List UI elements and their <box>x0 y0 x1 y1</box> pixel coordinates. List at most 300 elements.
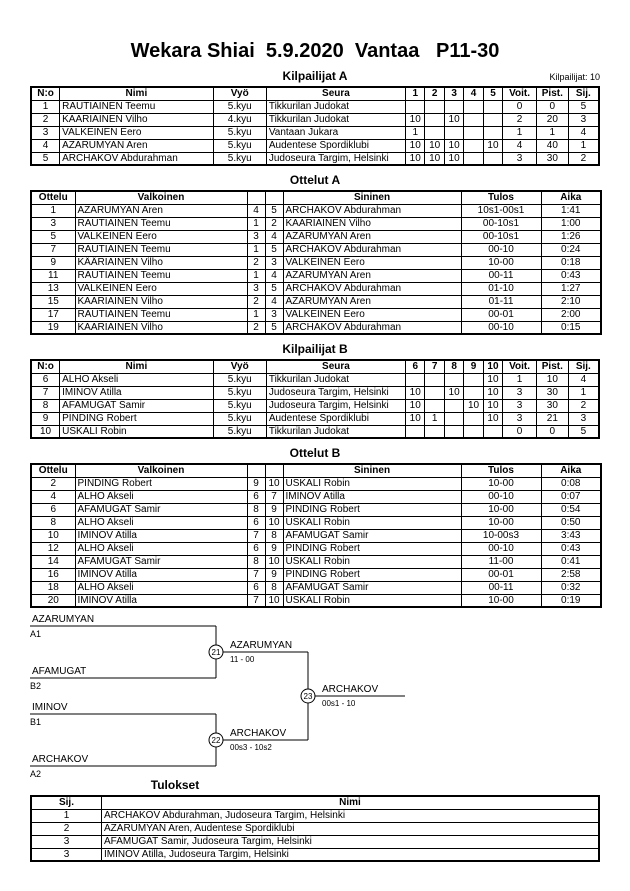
table-cell: 10-00 <box>461 503 541 516</box>
table-cell: 10 <box>406 139 425 152</box>
table-cell: 2 <box>265 217 283 230</box>
column-header: 9 <box>464 360 483 373</box>
table-cell: 3 <box>265 256 283 269</box>
table-cell: 0:41 <box>541 555 601 568</box>
table-cell: 6 <box>247 542 265 555</box>
bracket-s2-match-number: 22 <box>211 736 221 745</box>
table-cell: 5.kyu <box>213 399 266 412</box>
column-header: Sininen <box>283 191 461 204</box>
table-cell: 10 <box>31 425 60 438</box>
table-cell <box>464 386 483 399</box>
table-cell: 00-01 <box>461 568 541 581</box>
table-cell: 20 <box>31 594 75 607</box>
bracket-s2-blue-seed: A2 <box>30 769 42 778</box>
table-cell <box>406 425 425 438</box>
table-cell <box>425 373 444 386</box>
table-cell: 01-10 <box>461 282 541 295</box>
table-cell: 2 <box>568 399 599 412</box>
table-cell: 9 <box>265 568 283 581</box>
table-cell <box>483 152 502 165</box>
table-cell: PINDING Robert <box>283 503 461 516</box>
table-cell: 21 <box>536 412 568 425</box>
table-cell: 5.kyu <box>213 386 266 399</box>
table-cell: 10 <box>483 373 502 386</box>
table-cell: 1 <box>247 243 265 256</box>
table-cell: 1 <box>247 217 265 230</box>
table-cell: 1 <box>568 139 599 152</box>
table-row <box>31 269 601 282</box>
column-header: Voit. <box>503 360 537 373</box>
table-cell: 1 <box>536 126 568 139</box>
section-heading-kilpailijat-b: Kilpailijat B <box>282 342 348 356</box>
table-cell: 00-11 <box>461 269 541 282</box>
table-row <box>31 822 599 835</box>
column-header: Pist. <box>536 360 568 373</box>
table-cell: 10 <box>444 152 463 165</box>
column-header: Ottelu <box>31 464 75 477</box>
column-header: 1 <box>406 87 425 100</box>
table-cell: KAARIAINEN Vilho <box>75 321 247 334</box>
table-cell: RAUTIAINEN Teemu <box>75 243 247 256</box>
table-cell: AFAMUGAT Samir <box>60 399 214 412</box>
table-cell: ARCHAKOV Abdurahman, Judoseura Targim, Helsinki <box>102 809 600 822</box>
table-cell: 8 <box>31 516 75 529</box>
table-row <box>31 230 601 243</box>
table-row <box>31 282 601 295</box>
table-cell: 10 <box>483 386 502 399</box>
table-cell: 1 <box>31 204 75 217</box>
table-cell: 10-00s3 <box>461 529 541 542</box>
table-cell: IMINOV Atilla <box>75 529 247 542</box>
table-row <box>31 256 601 269</box>
table-cell: KÄÄRIAINEN Vilho <box>75 256 247 269</box>
table-cell: 5.kyu <box>213 373 266 386</box>
table-cell: 8 <box>31 399 60 412</box>
table-cell <box>464 152 483 165</box>
table-cell: 9 <box>265 503 283 516</box>
table-cell <box>406 373 425 386</box>
tulokset-table <box>30 795 600 862</box>
column-header: Tulos <box>461 464 541 477</box>
table-cell: 2 <box>247 295 265 308</box>
table-cell <box>464 425 483 438</box>
table-cell: PINDING Robert <box>283 568 461 581</box>
table-cell: RAUTIAINEN Teemu <box>75 217 247 230</box>
table-cell: AZARUMYAN Aren <box>283 269 461 282</box>
section-heading-kilpailijat-a: Kilpailijat A <box>282 69 348 83</box>
table-cell: Audentese Spordiklubi <box>266 412 405 425</box>
table-cell: IMINOV Atilla <box>75 568 247 581</box>
table-row <box>31 373 599 386</box>
table-cell: 20 <box>536 113 568 126</box>
table-cell: 30 <box>536 399 568 412</box>
table-cell: 1:00 <box>541 217 601 230</box>
table-cell <box>425 386 444 399</box>
table-cell <box>464 100 483 113</box>
column-header: Voit. <box>503 87 537 100</box>
table-row <box>31 477 601 490</box>
table-row <box>31 308 601 321</box>
table-cell: 4 <box>265 269 283 282</box>
table-cell: 5.kyu <box>213 100 266 113</box>
table-row <box>31 529 601 542</box>
table-cell: 3 <box>31 848 102 861</box>
table-row <box>31 425 599 438</box>
table-header-row <box>31 464 601 477</box>
table-cell: AFAMUGAT Samir, Judoseura Targim, Helsinki <box>102 835 600 848</box>
column-header: N:o <box>31 87 60 100</box>
table-cell: 1 <box>406 126 425 139</box>
column-header: Sij. <box>31 796 102 809</box>
table-cell <box>425 100 444 113</box>
table-cell <box>425 399 444 412</box>
table-cell: 5 <box>265 243 283 256</box>
table-cell: 10-00 <box>461 477 541 490</box>
table-row <box>31 848 599 861</box>
table-cell: KAARIAINEN Vilho <box>60 113 214 126</box>
table-cell: 1:41 <box>541 204 601 217</box>
table-cell: 7 <box>31 386 60 399</box>
table-cell: 4 <box>265 295 283 308</box>
column-header: Aika <box>541 191 601 204</box>
table-cell: Tikkurilan Judokat <box>266 373 405 386</box>
table-cell: 10-00 <box>461 516 541 529</box>
table-cell: 10 <box>406 412 425 425</box>
table-cell: 10 <box>464 399 483 412</box>
table-cell <box>483 126 502 139</box>
table-cell: 3 <box>31 217 75 230</box>
column-header: Vyö <box>213 360 266 373</box>
table-cell: ARCHAKOV Abdurahman <box>283 243 461 256</box>
table-cell: 10 <box>444 386 463 399</box>
table-cell: PINDING Robert <box>75 477 247 490</box>
bracket-s2-white-seed: B1 <box>30 717 42 727</box>
table-cell: 7 <box>31 243 75 256</box>
table-cell: ALHO Akseli <box>75 516 247 529</box>
table-cell: 3 <box>503 399 537 412</box>
bracket-final-score: 00s1 - 10 <box>322 699 356 708</box>
column-header <box>247 191 265 204</box>
table-cell: 2 <box>247 256 265 269</box>
bracket-final-winner: ARCHAKOV <box>322 684 379 695</box>
table-cell: 00-10 <box>461 490 541 503</box>
table-cell: 7 <box>265 490 283 503</box>
table-cell: 2 <box>31 113 60 126</box>
table-cell: 7 <box>247 594 265 607</box>
table-cell: 2:58 <box>541 568 601 581</box>
table-cell: 1 <box>568 386 599 399</box>
table-cell: VALKEINEN Eero <box>75 282 247 295</box>
table-cell: 10 <box>483 139 502 152</box>
table-cell: 0:08 <box>541 477 601 490</box>
bracket-s1-white-name: AZARUMYAN <box>32 614 95 625</box>
table-cell: Vantaan Jukara <box>266 126 405 139</box>
table-cell: USKALI Robin <box>283 555 461 568</box>
table-cell: AZARUMYAN Aren <box>283 295 461 308</box>
table-cell: 8 <box>247 503 265 516</box>
table-cell: 0:19 <box>541 594 601 607</box>
table-row <box>31 568 601 581</box>
table-cell: 00-10 <box>461 321 541 334</box>
table-cell: 0:18 <box>541 256 601 269</box>
table-cell: 18 <box>31 581 75 594</box>
table-cell: 3 <box>503 152 537 165</box>
table-row <box>31 542 601 555</box>
table-row <box>31 555 601 568</box>
table-header-row <box>31 796 599 809</box>
table-cell <box>444 126 463 139</box>
table-cell <box>444 425 463 438</box>
table-cell <box>464 126 483 139</box>
table-cell: ALHO Akseli <box>75 581 247 594</box>
column-header: Sij. <box>568 360 599 373</box>
table-cell: IMINOV Atilla <box>75 594 247 607</box>
table-cell: 10 <box>265 477 283 490</box>
table-cell: Judoseura Targim, Helsinki <box>266 399 405 412</box>
table-row <box>31 113 599 126</box>
column-header: 6 <box>406 360 425 373</box>
table-cell: 5 <box>31 230 75 243</box>
table-header-row <box>31 87 599 100</box>
table-cell: 1 <box>247 308 265 321</box>
column-header: 2 <box>425 87 444 100</box>
table-cell: ARCHAKOV Abdurahman <box>283 282 461 295</box>
table-row <box>31 126 599 139</box>
table-cell: VALKEINEN Eero <box>283 308 461 321</box>
table-cell: 3 <box>247 230 265 243</box>
table-cell: AZARUMYAN Aren <box>283 230 461 243</box>
bracket-s1-winner: AZARUMYAN <box>230 640 293 651</box>
table-cell: 0:07 <box>541 490 601 503</box>
table-cell: 01-11 <box>461 295 541 308</box>
table-cell: 2 <box>247 321 265 334</box>
tulokset-section <box>30 778 361 862</box>
table-cell: 5 <box>31 152 60 165</box>
table-cell: 10 <box>536 373 568 386</box>
column-header: Nimi <box>60 87 214 100</box>
table-cell: 0:50 <box>541 516 601 529</box>
table-cell: Tikkurilan Judokat <box>266 100 405 113</box>
ottelut-a-table <box>30 190 602 335</box>
table-cell: 0:54 <box>541 503 601 516</box>
table-cell: 00-10 <box>461 542 541 555</box>
table-cell: 5.kyu <box>213 152 266 165</box>
table-cell: 5 <box>568 100 599 113</box>
table-cell: AZARUMYAN Aren, Audentese Spordiklubi <box>102 822 600 835</box>
table-row <box>31 503 601 516</box>
table-cell: 4 <box>31 139 60 152</box>
table-cell: 5 <box>568 425 599 438</box>
table-cell: PINDING Robert <box>283 542 461 555</box>
table-cell: 0:15 <box>541 321 601 334</box>
bracket-s2-blue-name: ARCHAKOV <box>32 754 89 765</box>
table-cell: VALKEINEN Eero <box>60 126 214 139</box>
page-title: Wekara Shiai 5.9.2020 Vantaa P11-30 <box>130 40 500 62</box>
table-cell: 9 <box>31 412 60 425</box>
table-cell: 6 <box>247 516 265 529</box>
table-header-row <box>31 191 601 204</box>
table-cell: 00-10s1 <box>461 217 541 230</box>
table-cell: 10 <box>483 399 502 412</box>
table-cell: 10 <box>265 594 283 607</box>
table-cell: USKALI Robin <box>60 425 214 438</box>
table-row <box>31 490 601 503</box>
table-cell: AFAMUGAT Samir <box>283 581 461 594</box>
table-cell: 5.kyu <box>213 425 266 438</box>
table-cell: 19 <box>31 321 75 334</box>
column-header: Pist. <box>536 87 568 100</box>
table-cell <box>425 126 444 139</box>
table-cell: 5.kyu <box>213 139 266 152</box>
column-header: Ottelu <box>31 191 75 204</box>
table-cell: 3 <box>31 126 60 139</box>
table-cell: 00-10 <box>461 243 541 256</box>
column-header: 3 <box>444 87 463 100</box>
table-row <box>31 100 599 113</box>
table-cell <box>483 425 502 438</box>
table-row <box>31 835 599 848</box>
table-cell: ALHO Akseli <box>75 490 247 503</box>
table-cell: VALKEINEN Eero <box>283 256 461 269</box>
table-cell: 0:24 <box>541 243 601 256</box>
table-cell: Audentese Spordiklubi <box>266 139 405 152</box>
table-cell: 10 <box>265 516 283 529</box>
table-cell: AFAMUGAT Samir <box>75 503 247 516</box>
table-cell: Tikkurilan Judokat <box>266 425 405 438</box>
table-cell: KAARIAINEN Vilho <box>75 295 247 308</box>
bracket-s2-white-name: IMINOV <box>32 702 68 713</box>
table-cell: 6 <box>31 503 75 516</box>
table-cell <box>444 373 463 386</box>
column-header: N:o <box>31 360 60 373</box>
table-cell: 10 <box>425 152 444 165</box>
table-cell: 1 <box>31 809 102 822</box>
table-cell: 15 <box>31 295 75 308</box>
table-cell: 1 <box>503 126 537 139</box>
column-header: Tulos <box>461 191 541 204</box>
table-cell: 1:27 <box>541 282 601 295</box>
bracket-s1-white-seed: A1 <box>30 629 42 639</box>
table-cell: 10 <box>406 386 425 399</box>
column-header: Seura <box>266 360 405 373</box>
column-header: 10 <box>483 360 502 373</box>
table-row <box>31 399 599 412</box>
table-cell: 10 <box>406 152 425 165</box>
table-cell: 4 <box>503 139 537 152</box>
table-cell: 8 <box>265 581 283 594</box>
table-cell <box>444 412 463 425</box>
kilpailijat-b-table <box>30 359 600 439</box>
table-cell <box>483 113 502 126</box>
competitors-count: Kilpailijat: 10 <box>549 72 600 82</box>
table-cell: 0 <box>503 100 537 113</box>
table-cell: 10 <box>406 399 425 412</box>
table-row <box>31 321 601 334</box>
table-row <box>31 594 601 607</box>
column-header: 5 <box>483 87 502 100</box>
table-row <box>31 412 599 425</box>
table-cell: ARCHAKOV Abdurahman <box>60 152 214 165</box>
table-row <box>31 386 599 399</box>
table-cell: 5.kyu <box>213 126 266 139</box>
table-cell: 8 <box>247 555 265 568</box>
table-row <box>31 516 601 529</box>
table-cell <box>464 139 483 152</box>
table-cell: RAUTIAINEN Teemu <box>60 100 214 113</box>
table-cell: 3 <box>568 412 599 425</box>
table-cell: 4 <box>247 204 265 217</box>
table-cell: 10 <box>425 139 444 152</box>
column-header: 8 <box>444 360 463 373</box>
column-header <box>265 464 283 477</box>
table-cell: ARCHAKOV Abdurahman <box>283 204 461 217</box>
table-cell: 12 <box>31 542 75 555</box>
table-cell: 0:32 <box>541 581 601 594</box>
bracket-s1-blue-seed: B2 <box>30 681 42 691</box>
table-cell: IMINOV Atilla, Judoseura Targim, Helsinki <box>102 848 600 861</box>
table-cell: 1 <box>247 269 265 282</box>
table-cell: 9 <box>265 542 283 555</box>
table-cell: 00-01 <box>461 308 541 321</box>
table-row <box>31 139 599 152</box>
table-cell: 40 <box>536 139 568 152</box>
table-row <box>31 152 599 165</box>
column-header: 4 <box>464 87 483 100</box>
table-cell: 2 <box>503 113 537 126</box>
table-cell: 30 <box>536 386 568 399</box>
table-cell: 3 <box>265 308 283 321</box>
table-cell: 2 <box>31 477 75 490</box>
table-cell: 0 <box>503 425 537 438</box>
table-cell: 6 <box>31 373 60 386</box>
table-cell: 3 <box>31 835 102 848</box>
table-cell: 8 <box>265 529 283 542</box>
table-cell: 4 <box>568 126 599 139</box>
table-cell: 16 <box>31 568 75 581</box>
table-cell: 2 <box>568 152 599 165</box>
table-cell: AFAMUGAT Samir <box>75 555 247 568</box>
table-header-row <box>31 360 599 373</box>
kilpailijat-a-table <box>30 86 600 166</box>
table-cell: 13 <box>31 282 75 295</box>
section-heading-tulokset: Tulokset <box>150 778 200 792</box>
table-row <box>31 217 601 230</box>
table-cell: 2:00 <box>541 308 601 321</box>
table-cell: ALHO Akseli <box>60 373 214 386</box>
bracket-s2-score: 00s3 - 10s2 <box>230 743 272 752</box>
table-cell: 5 <box>265 321 283 334</box>
table-cell: 3 <box>503 386 537 399</box>
table-cell: 0:43 <box>541 542 601 555</box>
table-cell: PINDING Robert <box>60 412 214 425</box>
table-cell: 0 <box>536 100 568 113</box>
table-cell: 1 <box>425 412 444 425</box>
table-cell: USKALI Robin <box>283 477 461 490</box>
table-cell: 1:26 <box>541 230 601 243</box>
kilpailijat-a-header-row <box>30 69 600 83</box>
table-cell: IMINOV Atilla <box>283 490 461 503</box>
table-cell <box>464 412 483 425</box>
table-cell: Tikkurilan Judokat <box>266 113 405 126</box>
table-cell: 3 <box>568 113 599 126</box>
bracket-final-match-number: 23 <box>303 692 313 701</box>
column-header: Sij. <box>568 87 599 100</box>
table-cell: 9 <box>31 256 75 269</box>
table-cell: 0:43 <box>541 269 601 282</box>
table-cell: 5.kyu <box>213 412 266 425</box>
table-cell: 4.kyu <box>213 113 266 126</box>
medal-bracket <box>30 610 600 778</box>
